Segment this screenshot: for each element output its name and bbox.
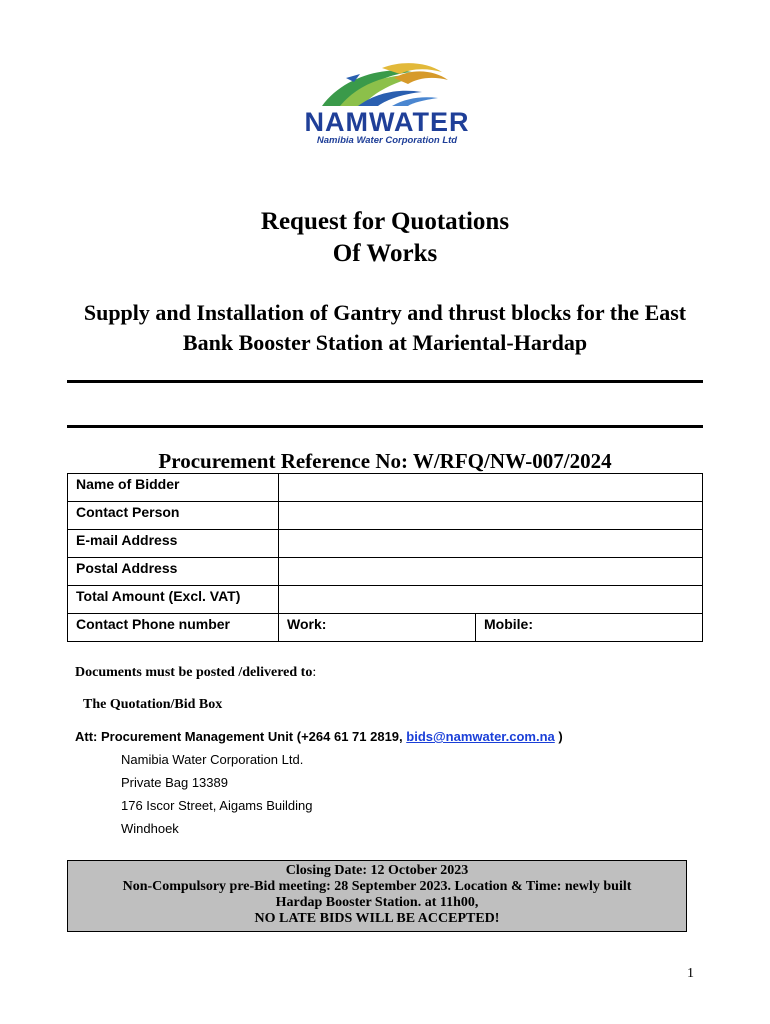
divider-rule: [67, 380, 703, 383]
water-emblem-icon: [262, 58, 512, 110]
name-of-bidder-field[interactable]: [279, 474, 703, 502]
row-label: E-mail Address: [68, 530, 279, 558]
page-number: 1: [687, 966, 694, 981]
bidder-details-table: [67, 473, 703, 642]
table-row: [68, 474, 703, 502]
table-row: [68, 502, 703, 530]
divider-rule: [67, 425, 703, 428]
closing-date: Closing Date: 12 October 2023: [285, 863, 469, 878]
address-line: Namibia Water Corporation Ltd.: [121, 752, 304, 767]
logo-wordmark: NAMWATER: [304, 107, 470, 137]
table-row: [68, 558, 703, 586]
document-title-line2: Of Works: [332, 240, 438, 267]
prebid-location: Hardap Booster Station. at 11h00,: [275, 895, 479, 910]
table-row: [68, 530, 703, 558]
table-row: [68, 614, 703, 642]
row-label: Contact Person: [68, 502, 279, 530]
closing-date-box: [67, 860, 687, 932]
address-line: Private Bag 13389: [121, 775, 228, 790]
delivery-colon: :: [312, 665, 317, 680]
row-label: Postal Address: [68, 558, 279, 586]
attention-suffix: ): [554, 729, 563, 744]
email-address-field[interactable]: [279, 530, 703, 558]
project-subtitle: Supply and Installation of Gantry and thrust blocks for the East Bank Booster Station at Mariental-Hardap: [83, 300, 687, 355]
total-amount-field[interactable]: [279, 586, 703, 614]
bid-box: The Quotation/Bid Box: [83, 697, 223, 712]
row-label: Contact Phone number: [68, 614, 279, 642]
prebid-meeting: Non-Compulsory pre-Bid meeting: 28 September 2023. Location & Time: newly built: [122, 879, 632, 894]
table-row: [68, 586, 703, 614]
attention-prefix: Att: Procurement Management Unit (+264 61 71 2819,: [75, 729, 407, 744]
delivery-instructions: [75, 665, 316, 681]
late-bids-warning: NO LATE BIDS WILL BE ACCEPTED!: [254, 911, 500, 926]
procurement-reference: Procurement Reference No: W/RFQ/NW-007/2024: [158, 449, 612, 473]
namwater-logo: [262, 58, 512, 148]
row-label: Name of Bidder: [68, 474, 279, 502]
mobile-phone-field[interactable]: Mobile:: [476, 614, 703, 642]
row-label: Total Amount (Excl. VAT): [68, 586, 279, 614]
address-line: Windhoek: [121, 821, 179, 836]
logo-subtitle: Namibia Water Corporation Ltd: [316, 135, 458, 146]
work-phone-field[interactable]: Work:: [279, 614, 476, 642]
contact-person-field[interactable]: [279, 502, 703, 530]
address-line: 176 Iscor Street, Aigams Building: [121, 798, 313, 813]
delivery-intro: Documents must be posted /delivered to: [75, 665, 313, 680]
attention-line: [75, 729, 563, 744]
postal-address-field[interactable]: [279, 558, 703, 586]
bids-email-link[interactable]: bids@namwater.com.na: [406, 729, 555, 744]
document-title: Request for Quotations: [260, 208, 510, 235]
